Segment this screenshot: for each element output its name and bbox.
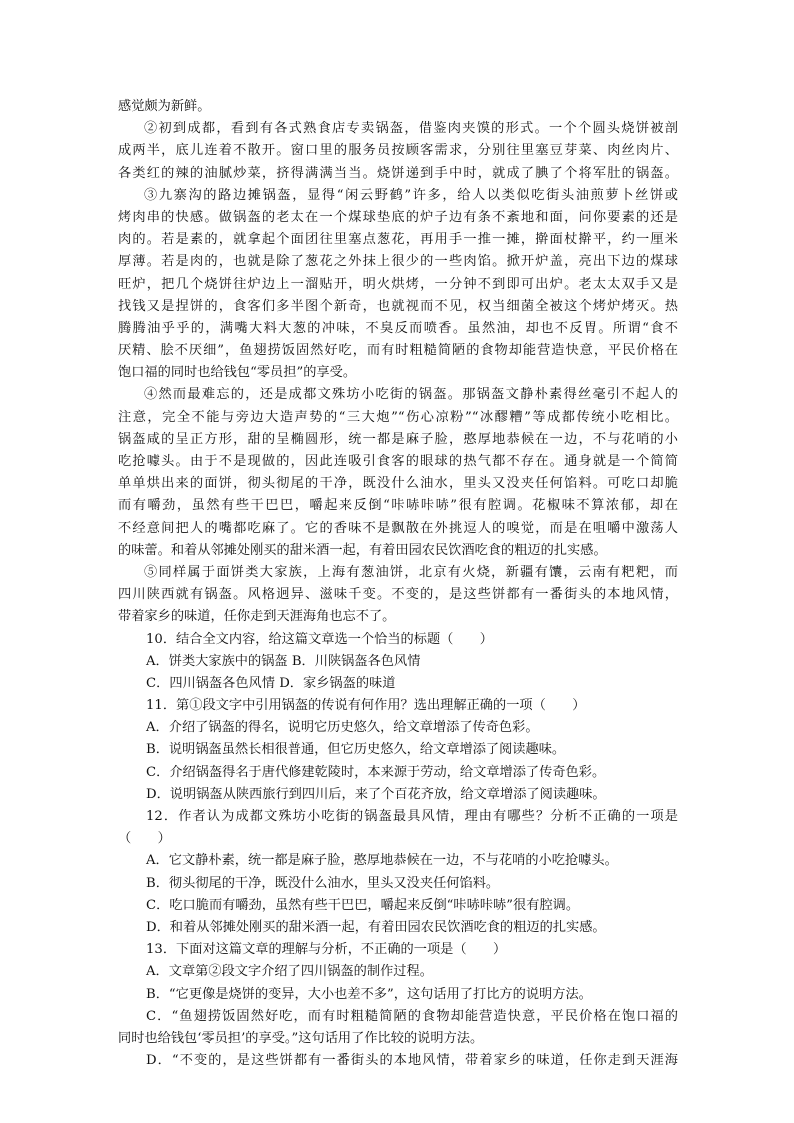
question-12-option-a: A．它文静朴素，统一都是麻子脸，憨厚地恭候在一边，不与花哨的小吃抢噱头。 xyxy=(146,853,618,869)
text-line-15: 注意，完全不能与旁边大造声势的“三大炮”“伤心凉粉”“冰醪糟”等成都传统小吃相比。 xyxy=(118,409,678,425)
text-line-1: 感觉颇为新鲜。 xyxy=(118,99,211,114)
text-line-8: 厚薄。若是肉的，也就是除了葱花之外抹上很少的一些肉馅。掀开炉盖，亮出下边的煤球 xyxy=(118,254,678,270)
text-line-21: 的味蕾。和着从邻摊处刚买的甜米酒一起，有着田园农民饮酒吃食的粗迈的扎实感。 xyxy=(118,542,607,558)
question-12-option-d: D．和着从邻摊处刚买的甜米酒一起，有着田园农民饮酒吃食的粗迈的扎实感。 xyxy=(146,919,606,935)
text-line-19: 而有嚼劲，虽然有些干巴巴，嚼起来反倒“咔哧咔哧”很有腔调。花椒味不算浓郁，却在 xyxy=(118,498,678,514)
question-13: 13．下面对这篇文章的理解与分析，不正确的一项是（ ） xyxy=(146,942,507,958)
text-line-17: 吃抢噱头。由于不是现做的，因此连吸引食客的眼球的热气都不存在。通身就是一个简简 xyxy=(118,454,678,469)
text-line-23: 四川陕西就有锅盔。风格迥异、滋味千变。不变的，是这些饼都有一番街头的本地风情， xyxy=(118,587,678,603)
text-line-5: ③九寨沟的路边摊锅盔，显得“闲云野鹤”许多，给人以类似吃街头油煎萝卜丝饼或 xyxy=(144,187,678,203)
question-12-option-c: C．吃口脆而有嚼劲，虽然有些干巴巴，嚼起来反倒“咔哧咔哧”很有腔调。 xyxy=(146,897,580,913)
text-line-4: 各类红的辣的油腻炒菜，挤得满满当当。烧饼递到手中时，就成了腆了个将军肚的锅盔。 xyxy=(118,165,678,181)
text-line-9: 旺炉，把几个烧饼往炉边上一溜贴开，明火烘烤，一分钟不到即可出炉。老太太双手又是 xyxy=(118,276,678,292)
question-11-option-a: A．介绍了锅盔的得名，说明它历史悠久，给文章增添了传奇色彩。 xyxy=(146,720,539,736)
question-13-option-b: B．“它更像是烧饼的变异，大小也差不多”，这句话用了打比方的说明方法。 xyxy=(146,986,592,1002)
text-line-22: ⑤同样属于面饼类大家族，上海有葱油饼，北京有火烧，新疆有馕，云南有粑粑，而 xyxy=(144,564,678,580)
text-line-20: 不经意间把人的嘴都吃麻了。它的香味不是飘散在外挑逗人的嗅觉，而是在咀嚼中激荡人 xyxy=(118,520,678,536)
text-line-2: ②初到成都，看到有各式熟食店专卖锅盔，借鉴肉夹馍的形式。一个个圆头烧饼被剖 xyxy=(144,121,678,137)
text-line-24: 带着家乡的味道，任你走到天涯海角也忘不了。 xyxy=(118,609,396,625)
question-12-blank: （ ） xyxy=(118,831,171,847)
text-line-14: ④然而最难忘的，还是成都文殊坊小吃街的锅盔。那锅盔文静朴素得丝毫引不起人的 xyxy=(144,387,678,403)
text-line-13: 饱口福的同时也给钱包“零员担”的享受。 xyxy=(118,365,357,381)
question-11: 11．第①段文字中引用锅盔的传说有何作用？选出理解正确的一项（ ） xyxy=(146,698,586,714)
document-page xyxy=(118,96,678,1072)
text-line-12: 厌精、脍不厌细”，鱼翅捞饭固然好吃，而有时粗糙简陋的食物却能营造快意，平民价格在 xyxy=(118,343,678,359)
question-11-option-c: C．介绍锅盔得名于唐代修建乾陵时，本来源于劳动，给文章增添了传奇色彩。 xyxy=(146,764,606,780)
question-11-option-d: D．说明锅盔从陕西旅行到四川后，来了个百花齐放，给文章增添了阅读趣味。 xyxy=(146,786,606,802)
text-line-18: 单单烘出来的面饼，彻头彻尾的干净，既没什么油水，里头又没夹任何馅料。可吃口却脆 xyxy=(118,476,678,492)
question-13-option-c-cont: 同时也给钱包‘零员担’的享受。”这句话用了作比较的说明方法。 xyxy=(118,1030,484,1046)
question-12: 12．作者认为成都文殊坊小吃街的锅盔最具风情，理由有哪些？分析不正确的一项是 xyxy=(146,809,678,824)
text-line-3: 成两半，底儿连着不散开。窗口里的服务员按顾客需求，分别往里塞豆芽菜、肉丝肉片、 xyxy=(118,143,678,159)
text-line-6: 烤肉串的快感。做锅盔的老太在一个煤球垫底的炉子边有条不紊地和面，问你要素的还是 xyxy=(118,209,678,225)
question-10-options-ab: A．饼类大家族中的锅盔 B．川陕锅盔各色风情 xyxy=(146,653,421,669)
question-13-option-d: D．“不变的，是这些饼都有一番街头的本地风情，带着家乡的味道，任你走到天涯海 xyxy=(146,1053,678,1069)
question-10: 10．结合全文内容，给这篇文章选一个恰当的标题（ ） xyxy=(146,631,494,647)
text-line-10: 找钱又是捏饼的，食客们多半图个新奇，也就视而不见，权当细菌全被这个烤炉烤灭。热 xyxy=(118,298,678,314)
question-10-options-cd: C．四川锅盔各色风情 D．家乡锅盔的味道 xyxy=(146,675,396,691)
text-line-16: 锅盔咸的呈正方形，甜的呈椭圆形，统一都是麻子脸，憨厚地恭候在一边，不与花哨的小 xyxy=(118,431,678,447)
question-12-option-b: B．彻头彻尾的干净，既没什么油水，里头又没夹任何馅料。 xyxy=(146,875,500,891)
text-line-7: 肉的。若是素的，就拿起个面团往里塞点葱花，再用手一推一摊，擀面杖擀平，约一厘米 xyxy=(118,232,678,248)
question-13-option-a: A．文章第②段文字介绍了四川锅盔的制作过程。 xyxy=(146,964,433,980)
question-11-option-b: B．说明锅盔虽然长相很普通，但它历史悠久，给文章增添了阅读趣味。 xyxy=(146,742,566,758)
text-line-11: 腾腾油乎乎的，满嘴大料大葱的冲味，不臭反而喷香。虽然油，却也不反胃。所谓“食不 xyxy=(118,320,678,336)
question-13-option-c: C．“鱼翅捞饭固然好吃，而有时粗糙简陋的食物却能营造快意，平民价格在饱口福的 xyxy=(146,1008,678,1024)
